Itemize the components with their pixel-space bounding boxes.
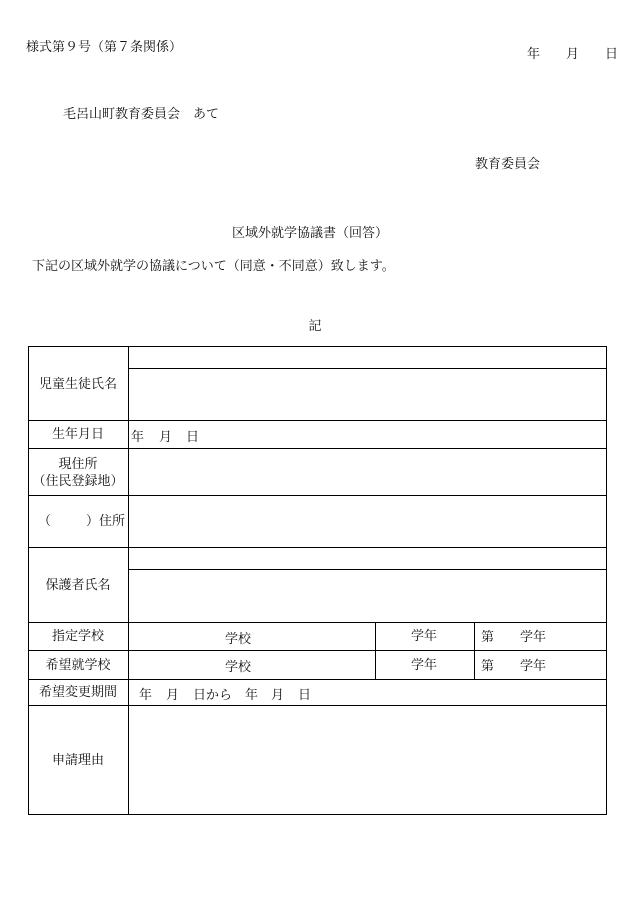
date-year-label: 年 — [527, 47, 541, 62]
period-to-year: 年 — [245, 688, 259, 703]
desired-school-suffix: 学校 — [225, 660, 252, 675]
row-divider — [28, 495, 607, 496]
registered-address-label: （住民登録地） — [32, 474, 124, 489]
birthdate-year: 年 — [131, 430, 145, 445]
row-divider — [28, 448, 607, 449]
student-kana-divider — [128, 368, 607, 369]
consent-statement: 下記の区域外就学の協議について（同意・不同意）致します。 — [32, 259, 395, 274]
date-month-label: 月 — [566, 47, 580, 62]
designated-grade-label: 学年 — [411, 629, 438, 644]
guardian-kana-divider — [128, 569, 607, 570]
birthdate-day: 日 — [186, 430, 200, 445]
period-to-day: 日 — [298, 688, 312, 703]
document-title: 区域外就学協議書（回答） — [231, 226, 389, 241]
row-divider — [28, 679, 607, 680]
period-from-day: 日から — [193, 688, 233, 703]
period-to-month: 月 — [271, 688, 285, 703]
desired-school-label: 希望就学校 — [45, 658, 111, 673]
row-divider — [28, 650, 607, 651]
current-address-label: 現住所 — [58, 457, 98, 472]
other-address-label: ）住所 — [86, 514, 126, 529]
guardian-name-label: 保護者氏名 — [45, 578, 111, 593]
addressee: 毛呂山町教育委員会 あて — [63, 107, 220, 122]
designated-school-suffix: 学校 — [225, 632, 252, 647]
row-divider — [28, 420, 607, 421]
date-day-label: 日 — [605, 47, 619, 62]
period-from-month: 月 — [166, 688, 180, 703]
row-divider — [28, 705, 607, 706]
application-reason-label: 申請理由 — [51, 753, 105, 768]
row-divider — [28, 622, 607, 623]
desired-grade-label: 学年 — [411, 658, 438, 673]
designated-grade-suffix: 学年 — [520, 630, 547, 645]
designated-grade-prefix: 第 — [481, 630, 495, 645]
other-address-open-paren: （ — [38, 514, 52, 529]
label-column-divider — [128, 346, 129, 815]
sender: 教育委員会 — [475, 157, 541, 172]
desired-grade-suffix: 学年 — [520, 659, 547, 674]
designated-school-label: 指定学校 — [51, 629, 105, 644]
birthdate-label: 生年月日 — [51, 427, 105, 442]
form-number: 様式第９号（第７条関係） — [26, 40, 183, 55]
birthdate-month: 月 — [159, 430, 173, 445]
row-divider — [28, 547, 607, 548]
period-from-year: 年 — [139, 688, 153, 703]
change-period-label: 希望変更期間 — [38, 685, 118, 700]
ki-heading: 記 — [308, 319, 322, 334]
desired-grade-prefix: 第 — [481, 659, 495, 674]
application-table — [28, 346, 607, 815]
student-name-label: 児童生徒氏名 — [38, 377, 118, 392]
